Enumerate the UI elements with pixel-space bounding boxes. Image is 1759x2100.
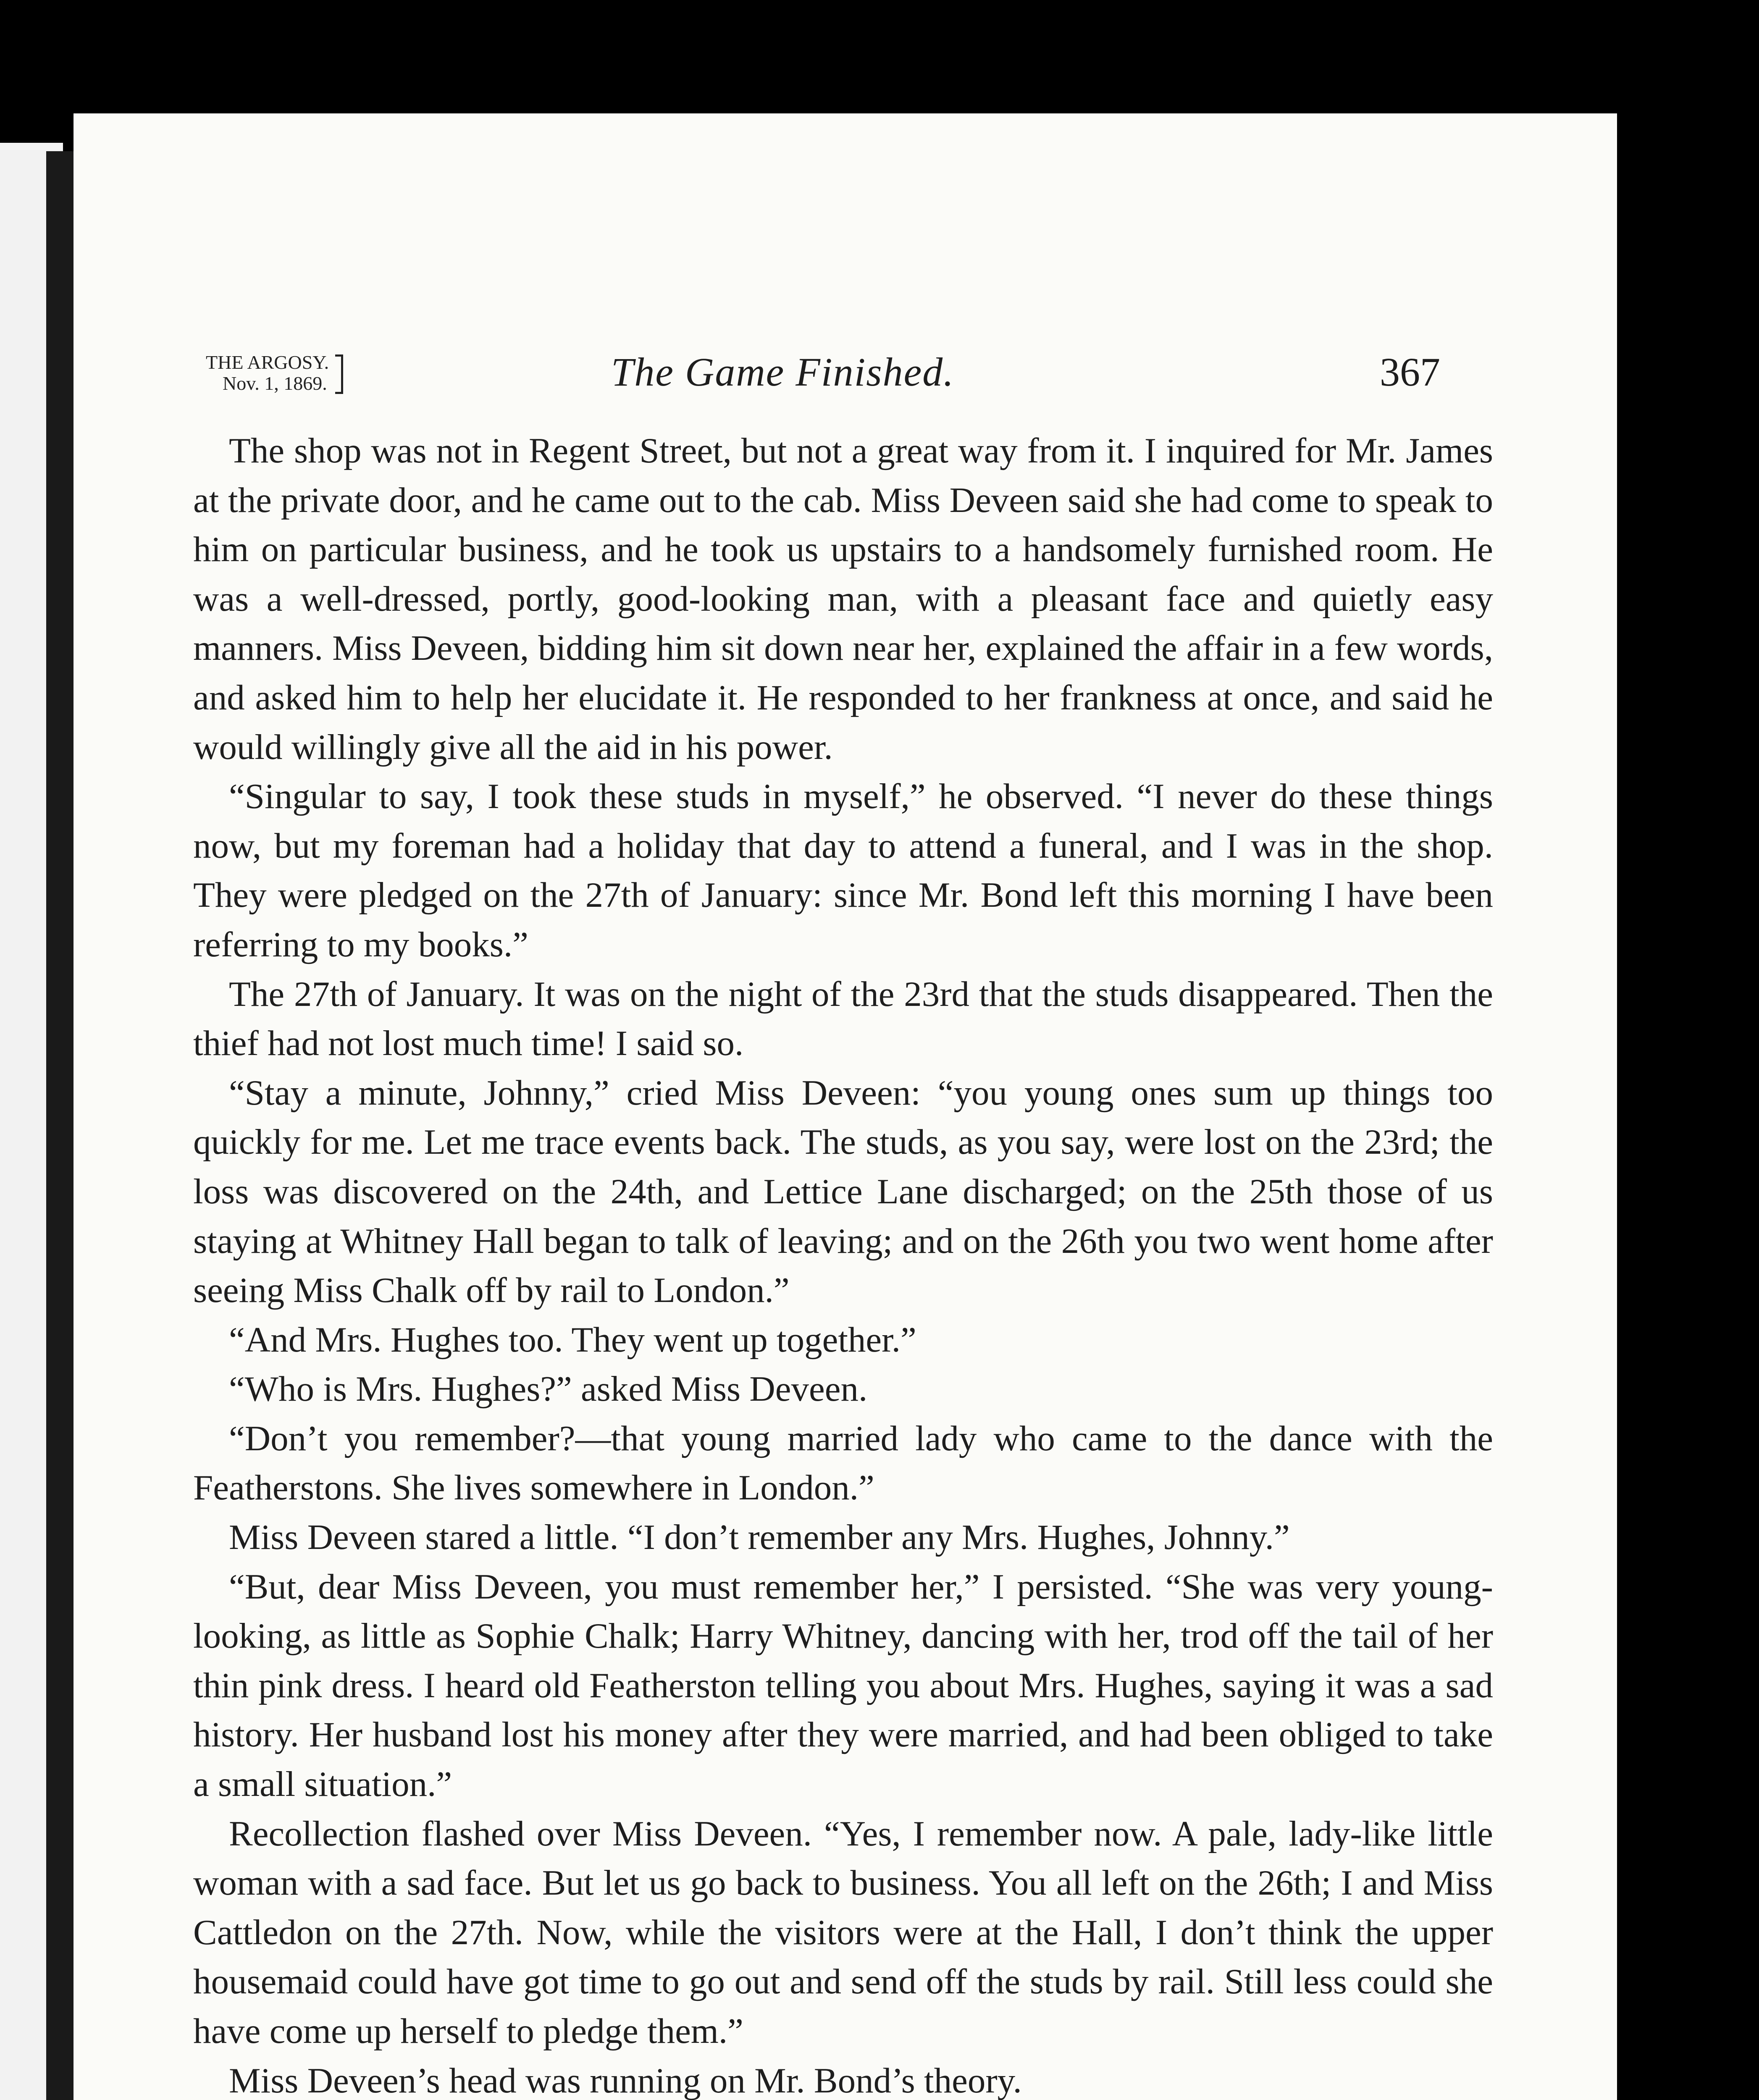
paragraph: “Don’t you remember?—that young married lady who came to the dance with the Featherstons. She lives somewhere in London.”: [193, 1418, 1493, 1508]
chapter-title: The Game Finished.: [611, 349, 955, 394]
paragraph: “And Mrs. Hughes too. They went up together.”: [229, 1320, 916, 1360]
paragraph: Miss Deveen stared a little. “I don’t remember any Mrs. Hughes, Johnny.”: [229, 1517, 1290, 1557]
book-page: [74, 113, 1617, 2100]
publication-date: Nov. 1, 1869.: [223, 373, 327, 394]
body-text: [193, 426, 1493, 2100]
paragraph: “But, dear Miss Deveen, you must remember her,” I persisted. “She was very young-looking, as little as Sophie Chalk; Harry Whitney, dancing with her, trod off the tail of her thin pink dress. I heard old Featherston telling you about Mrs. Hughes, saying it was a sad history. Her husband lost his money after they were married, and had been obliged to take a small situation.”: [193, 1567, 1493, 1804]
publication-name: THE ARGOSY.: [206, 352, 329, 373]
paragraph: “Who is Mrs. Hughes?” asked Miss Deveen.: [229, 1369, 868, 1409]
paragraph: “Singular to say, I took these studs in myself,” he observed. “I never do these things now, but my foreman had a holiday that day to attend a funeral, and I was in the shop. They were pledged on the 27th of January: since Mr. Bond left this morning I have been referring to my books.”: [193, 777, 1493, 964]
bracket-mark: [335, 354, 343, 394]
book-gutter-shadow: [46, 151, 76, 2100]
page-number: 367: [1380, 349, 1440, 394]
publication-info: [206, 352, 329, 394]
paragraph: The shop was not in Regent Street, but not a great way from it. I inquired for Mr. James at the private door, and he came out to the cab. Miss Deveen said she had come to speak to him on particular business, and he took us upstairs to a handsomely furnished room. He was a well-dressed, portly, good-looking man, with a pleasant face and quietly easy manners. Miss Deveen, bidding him sit down near her, explained the affair in a few words, and asked him to help her elucidate it. He responded to her frankness at once, and said he would willingly give all the aid in his power.: [193, 431, 1493, 767]
paragraph: “Stay a minute, Johnny,” cried Miss Deveen: “you young ones sum up things too quickly for me. Let me trace events back. The studs, as you say, were lost on the 23rd; the loss was discovered on the 24th, and Lettice Lane discharged; on the 25th those of us staying at Whitney Hall began to talk of leaving; and on the 26th you two went home after seeing Miss Chalk off by rail to London.”: [193, 1073, 1493, 1310]
paragraph: Miss Deveen’s head was running on Mr. Bond’s theory.: [229, 2061, 1022, 2100]
paragraph: The 27th of January. It was on the night of the 23rd that the studs disappeared. Then the thief had not lost much time! I said so.: [193, 974, 1493, 1063]
paragraph: Recollection flashed over Miss Deveen. “Yes, I remember now. A pale, lady-like little woman with a sad face. But let us go back to business. You all left on the 26th; I and Miss Cattledon on the 27th. Now, while the visitors were at the Hall, I don’t think the upper housemaid could have got time to go out and send off the studs by rail. Still less could she have come up herself to pledge them.”: [193, 1814, 1493, 2051]
running-head: [74, 349, 1617, 412]
